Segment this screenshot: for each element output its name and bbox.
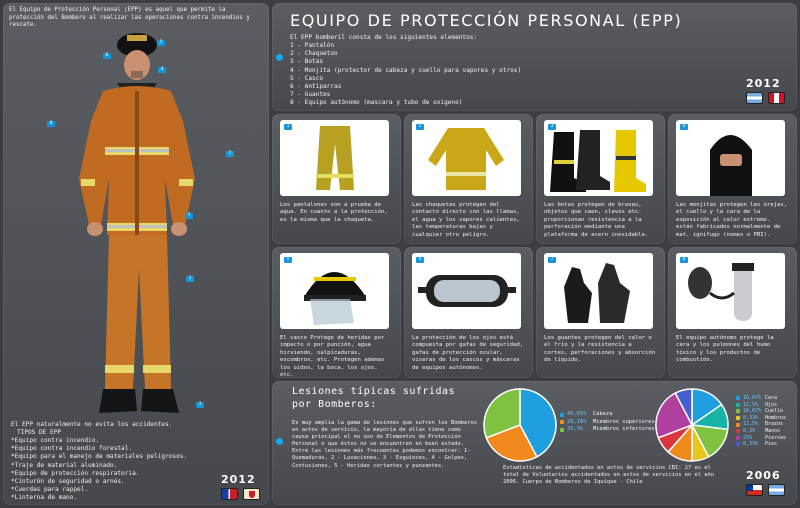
figure-badge-5: 5 (157, 40, 165, 46)
legend-swatch (736, 436, 740, 440)
card-text: Los guantes protegen del calor o el frío y la resistencia a cortes, perforaciones y absorción de líquido. (544, 335, 656, 364)
page-title: EQUIPO DE PROTECCIÓN PERSONAL (EPP) (290, 11, 683, 30)
left-panel (3, 3, 269, 505)
legend-percent: 33,3% (567, 426, 584, 432)
legend-entry (736, 441, 796, 448)
stats-text: Estadísticas de accidentados en actos de servicios CBI: 27 es el total de Voluntarios accidentados en actos de servicios en el año 2006. Cuerpo de Bomberos de Iquique - Chile (503, 465, 714, 486)
figure-badge-1: 1 (186, 276, 194, 282)
legend-swatch (736, 442, 740, 446)
hood-image (676, 120, 785, 196)
header-subtitle: El EPP bomberil consta de los siguientes elementos: (290, 34, 478, 41)
legend-label: Miembros superiores (593, 418, 655, 425)
scba-image (676, 253, 785, 329)
card-text: Las monjitas protegen las orejas, el cuello y la cara de la exposición al calor extremo. están fabricados normalmente de mat. ignifugo (nomex o PBI). (676, 202, 788, 238)
shield-flag-icon (243, 488, 260, 500)
type-item: *Cuerdas para rappel. (11, 486, 89, 494)
pie-chart-body-regions (480, 385, 560, 465)
legend-swatch (736, 396, 740, 400)
legend-label: Ojos (765, 401, 778, 408)
firefighter-image (55, 29, 225, 419)
legend-label: Cara (765, 395, 778, 401)
card-goggles (404, 247, 533, 378)
card-number-badge: 5 (284, 257, 292, 263)
boots-image (544, 120, 653, 196)
header-item: 6 - Antiparras (290, 83, 342, 91)
argentina-flag-icon-2 (768, 484, 785, 496)
type-item: *Cinturón de seguridad o arnés. (11, 478, 125, 486)
legend-entry (736, 415, 796, 422)
legend-swatch (736, 423, 740, 427)
card-number-badge: 4 (680, 124, 688, 130)
chile-flag-icon (746, 484, 763, 496)
legend-percent: 12,5% (743, 421, 759, 428)
card-number-badge: 2 (416, 124, 424, 130)
legend-entry (736, 408, 796, 415)
type-item: *Linterna de mano. (11, 494, 78, 502)
figure-badge-3: 3 (196, 402, 204, 408)
card-text: La protección de los ojos está compuesta por gafas de seguridad, gafas de protección ocular, viseras de los cascos y máscaras de equipos autónomos. (412, 335, 524, 371)
legend-percent: 45,65% (567, 411, 587, 417)
helmet-image (280, 253, 389, 329)
injuries-bullet-icon (276, 438, 283, 445)
legend-swatch (736, 409, 740, 413)
pants-image (280, 120, 389, 196)
types-title: TIPOS DE EPP (17, 429, 62, 436)
card-number-badge: 8 (680, 257, 688, 263)
header-panel (272, 3, 797, 111)
type-item: *Equipo contra incendio forestal. (11, 445, 133, 453)
gloves-image (544, 253, 653, 329)
legend-label: Brazos (765, 421, 784, 428)
pie1-legend (560, 411, 660, 434)
card-helmet (272, 247, 401, 378)
legend-label: Manos (765, 427, 781, 434)
figure-badge-6: 6 (103, 53, 111, 59)
card-scba (668, 247, 797, 378)
legend-swatch (736, 403, 740, 407)
header-item: 8 - Equipo autónomo (mascara y tubo de oxigeno) (290, 99, 463, 107)
peru-flag-icon (768, 92, 785, 104)
legend-label: Pies (765, 441, 778, 448)
left-year: 2012 (221, 473, 256, 486)
legend-entry (560, 411, 660, 419)
card-text: Las botas protegen de brasas, objetos que caen, clavos etc. proporcionan resistencia a la perforación mediante una plataforma de acero inoxidable. (544, 202, 649, 238)
card-text: Los pantalones son a prueba de agua. En cuanto a la protección, es la misma que la chaqueta. (280, 202, 388, 223)
injuries-paragraph: Es muy amplia la gama de lesiones que sufren los Bomberos en actos de servicio, la mayoría de ellas tiene como causa principal el no uso de Elementos de Protección Personal o que éstos no se encuentren en buen estado. Entre las lesiones más frecuentes podemos encontrar: 1- Quemaduras, 2 - Luxaciones, 3 - Esguinces, 4 - Golpes, Contusiones, 5 - Heridas cortantes y punzantes. (292, 420, 477, 469)
legend-percent: 16,67% (743, 408, 762, 415)
card-number-badge: 6 (416, 257, 424, 263)
header-item: 3 - Botas (290, 58, 324, 66)
type-item: *Equipo para el manejo de materiales peligrosos. (11, 453, 188, 461)
header-item: 2 - Chaqueton (290, 50, 338, 58)
legend-swatch (736, 429, 740, 433)
header-item: 5 - Casco (290, 74, 324, 82)
legend-swatch (560, 428, 564, 432)
header-items (290, 42, 670, 108)
legend-percent: 8,3% (743, 427, 756, 434)
header-item: 7 - Guantes (290, 91, 331, 99)
legend-swatch (736, 416, 740, 420)
card-number-badge: 7 (548, 257, 556, 263)
header-bullet-icon (276, 54, 283, 61)
injuries-title: Lesiones típicas sufridas por Bomberos: (292, 386, 456, 410)
type-item: *Equipo contra incendio. (11, 437, 100, 444)
type-item: *Equipo de protección respiratoria. (11, 469, 140, 477)
legend-entry (736, 421, 796, 428)
jacket-image (412, 120, 521, 196)
card-jacket (404, 114, 533, 244)
header-item: 4 - Monjita (protector de cabeza y cuello para vapores y otros) (290, 66, 522, 74)
card-gloves (536, 247, 665, 378)
legend-label: Cabeza (593, 411, 613, 417)
legend-entry (560, 419, 660, 427)
goggles-image (412, 253, 521, 329)
legend-percent: 8,33% (743, 441, 759, 448)
legend-entry (736, 395, 796, 402)
legend-label: Miembros inferiores (593, 426, 655, 432)
type-item: *Traje de material aluminado. (11, 461, 118, 469)
pie-chart-body-parts (652, 385, 732, 465)
argentina-flag-icon (746, 92, 763, 104)
legend-swatch (560, 420, 564, 424)
legend-label: Hombros (765, 414, 787, 421)
bottom-year: 2006 (746, 469, 781, 482)
card-boots (536, 114, 665, 244)
types-list (11, 437, 211, 503)
legend-percent: 8,33% (743, 414, 759, 421)
card-text: El casco Protege de heridas por impacto o por punción, agua hirviendo, salpicaduras, escombros, etc. Protegen ademas los oidos, la boca, los ojos. etc. (280, 335, 385, 379)
card-text: El equipo autónomo protege la cara y los pulmones del humo tóxico y los productos de combustión. (676, 335, 774, 364)
legend-entry (736, 428, 796, 435)
figure-badge-8: 8 (47, 121, 55, 127)
legend-label: Piernas (765, 434, 787, 441)
injuries-panel (272, 381, 797, 505)
legend-entry (736, 435, 796, 442)
header-item: 1 - Pantalón (290, 42, 335, 49)
legend-percent: 25% (743, 434, 753, 441)
card-number-badge: 3 (548, 124, 556, 130)
legend-percent: 12,5% (743, 401, 759, 408)
legend-entry (560, 426, 660, 434)
legend-label: Cuello (765, 408, 784, 415)
figure-badge-2: 2 (226, 151, 234, 157)
card-pants (272, 114, 401, 244)
legend-entry (736, 402, 796, 409)
figure-badge-7: 7 (185, 213, 193, 219)
pie2-legend (736, 395, 796, 448)
card-hood (668, 114, 797, 244)
dominican-flag-icon (221, 488, 238, 500)
legend-percent: 29,16% (567, 418, 587, 425)
header-year: 2012 (746, 77, 781, 90)
intro-text: El Equipo de Protección Personal (EPP) es aquel que permite la protección del Bombero al realizar las operaciones contra incendios y rescate. (9, 7, 250, 29)
legend-percent: 16,67% (743, 395, 762, 401)
figure-badge-4: 4 (158, 67, 166, 73)
card-text: Las chaquetas protegen del contacto directo con las llamas, el agua y los vapores calientes, las temperaturas bajas y cualquier otro peligro. (412, 202, 520, 238)
legend-swatch (560, 413, 564, 417)
card-number-badge: 1 (284, 124, 292, 130)
epp-note: El EPP naturalmente no evita los accidentes. (11, 421, 173, 428)
